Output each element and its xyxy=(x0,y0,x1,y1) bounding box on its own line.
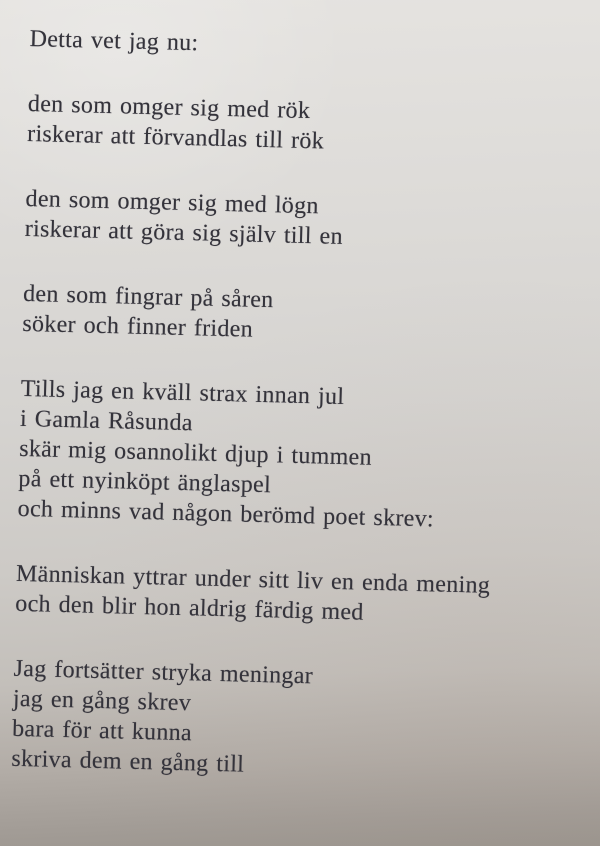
poem-text-block xyxy=(11,24,575,788)
poem-line: riskerar att göra sig själv till en xyxy=(24,215,344,250)
poem-line: i Gamla Råsunda xyxy=(19,405,194,437)
poem-line: skriva dem en gång till xyxy=(11,745,245,778)
poem-stanza xyxy=(29,24,575,68)
poem-line: den som fingrar på såren xyxy=(22,280,274,314)
poem-line: på ett nyinköpt änglaspel xyxy=(18,465,272,499)
poem-line: och den blir hon aldrig färdig med xyxy=(14,590,364,626)
poem-line: riskerar att förvandlas till rök xyxy=(26,120,325,155)
poem-stanza xyxy=(17,374,566,538)
poem-line: den som omger sig med lögn xyxy=(25,185,320,220)
poem-stanza xyxy=(24,184,570,258)
poem-stanza xyxy=(27,89,573,163)
poem-line: bara för att kunna xyxy=(11,715,193,747)
poem-line: Detta vet jag nu: xyxy=(29,25,199,57)
poem-line: Jag fortsätter stryka meningar xyxy=(13,655,314,690)
poem-line: Människan yttrar under sitt liv en enda mening xyxy=(15,560,491,599)
poem-line: Tills jag en kväll strax innan jul xyxy=(20,375,345,411)
poem-line: och minns vad någon berömd poet skrev: xyxy=(17,495,435,533)
poem-line: jag en gång skrev xyxy=(12,685,192,717)
poem-stanza xyxy=(22,279,568,353)
poem-stanza xyxy=(11,654,559,788)
poem-line: skär mig osannolikt djup i tummen xyxy=(18,435,373,471)
poem-line: söker och finner friden xyxy=(22,310,254,343)
poem-line: den som omger sig med rök xyxy=(27,90,311,125)
poem-stanza xyxy=(15,559,561,633)
